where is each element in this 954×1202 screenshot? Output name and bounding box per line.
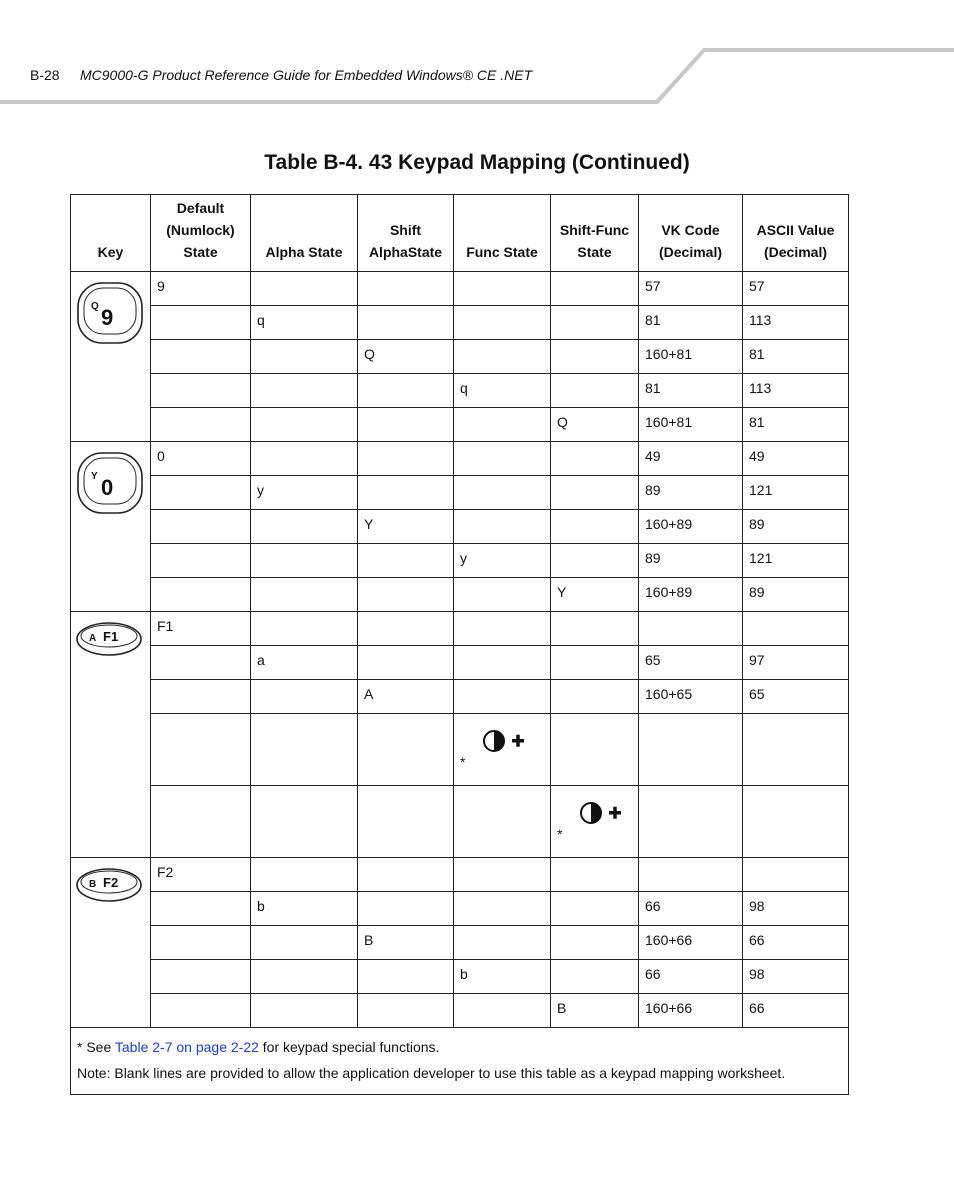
ascii-value-cell: 113: [743, 374, 849, 408]
shift-alpha-state-cell: A: [358, 680, 454, 714]
func-state-cell: [454, 786, 551, 858]
ascii-value-cell: 121: [743, 544, 849, 578]
alpha-state-cell: [251, 510, 358, 544]
shift-alpha-state-cell: [358, 408, 454, 442]
table-row: [71, 544, 849, 578]
default-state-cell: [151, 926, 251, 960]
shift-func-state-cell: [551, 960, 639, 994]
default-state-cell: [151, 544, 251, 578]
alpha-state-cell: [251, 926, 358, 960]
svg-text:Y: Y: [91, 471, 98, 482]
func-state-cell: b: [454, 960, 551, 994]
svg-text:A: A: [89, 633, 97, 644]
shift-func-state-cell: [551, 680, 639, 714]
shift-func-state-cell: [551, 646, 639, 680]
shift-func-state-cell: [551, 374, 639, 408]
footnote-suffix: for keypad special functions.: [258, 1039, 440, 1055]
shift-alpha-state-cell: [358, 442, 454, 476]
table-row: [71, 510, 849, 544]
ascii-value-cell: 66: [743, 994, 849, 1028]
default-state-cell: [151, 374, 251, 408]
table-row: [71, 476, 849, 510]
func-state-cell: [454, 510, 551, 544]
shift-alpha-state-cell: B: [358, 926, 454, 960]
ascii-value-cell: [743, 612, 849, 646]
func-state-cell: [454, 714, 551, 786]
key-9-q-icon: [75, 280, 150, 349]
keypad-mapping-table: [70, 194, 849, 1095]
ascii-value-cell: 65: [743, 680, 849, 714]
ascii-value-cell: 121: [743, 476, 849, 510]
vk-code-cell: 66: [639, 960, 743, 994]
default-state-cell: [151, 960, 251, 994]
func-state-cell: [454, 306, 551, 340]
func-state-cell: [454, 578, 551, 612]
shift-func-state-cell: [551, 272, 639, 306]
func-state-cell: [454, 926, 551, 960]
key-cell: [71, 858, 151, 1028]
ascii-value-cell: 113: [743, 306, 849, 340]
table-row: [71, 272, 849, 306]
default-state-cell: [151, 578, 251, 612]
func-state-cell: [454, 272, 551, 306]
shift-func-state-cell: [551, 544, 639, 578]
func-state-cell: [454, 646, 551, 680]
vk-code-cell: [639, 858, 743, 892]
func-state-cell: q: [454, 374, 551, 408]
key-cell: [71, 442, 151, 612]
default-state-cell: 9: [151, 272, 251, 306]
shift-alpha-state-cell: [358, 612, 454, 646]
default-state-cell: [151, 892, 251, 926]
func-state-cell: y: [454, 544, 551, 578]
column-header: Shift AlphaState: [358, 195, 454, 272]
backlight-increase-icon: [557, 792, 632, 826]
column-header: Key: [71, 195, 151, 272]
alpha-state-cell: y: [251, 476, 358, 510]
default-state-cell: [151, 680, 251, 714]
ascii-value-cell: 66: [743, 926, 849, 960]
shift-alpha-state-cell: [358, 786, 454, 858]
func-state-cell: [454, 858, 551, 892]
alpha-state-cell: [251, 612, 358, 646]
key-cell: [71, 612, 151, 858]
vk-code-cell: 65: [639, 646, 743, 680]
svg-text:B: B: [89, 879, 97, 890]
shift-func-state-cell: [551, 786, 639, 858]
vk-code-cell: 160+66: [639, 926, 743, 960]
vk-code-cell: 160+65: [639, 680, 743, 714]
shift-func-state-cell: [551, 926, 639, 960]
table-row: [71, 442, 849, 476]
svg-text:0: 0: [101, 475, 114, 500]
alpha-state-cell: [251, 544, 358, 578]
ascii-value-cell: 98: [743, 892, 849, 926]
alpha-state-cell: a: [251, 646, 358, 680]
ascii-value-cell: 97: [743, 646, 849, 680]
vk-code-cell: 160+81: [639, 340, 743, 374]
func-state-cell: [454, 680, 551, 714]
shift-func-state-cell: Y: [551, 578, 639, 612]
table-row: [71, 858, 849, 892]
shift-func-state-cell: Q: [551, 408, 639, 442]
column-header: VK Code (Decimal): [639, 195, 743, 272]
alpha-state-cell: [251, 442, 358, 476]
func-state-cell: [454, 892, 551, 926]
footnote-cell: [71, 1028, 849, 1095]
shift-alpha-state-cell: [358, 960, 454, 994]
ascii-value-cell: 49: [743, 442, 849, 476]
alpha-state-cell: [251, 374, 358, 408]
default-state-cell: [151, 646, 251, 680]
ascii-value-cell: 89: [743, 578, 849, 612]
vk-code-cell: 57: [639, 272, 743, 306]
alpha-state-cell: b: [251, 892, 358, 926]
alpha-state-cell: [251, 340, 358, 374]
svg-text:9: 9: [101, 305, 114, 330]
vk-code-cell: 160+89: [639, 578, 743, 612]
alpha-state-cell: [251, 858, 358, 892]
vk-code-cell: [639, 714, 743, 786]
default-state-cell: [151, 714, 251, 786]
vk-code-cell: 81: [639, 306, 743, 340]
shift-func-state-cell: [551, 892, 639, 926]
default-state-cell: [151, 994, 251, 1028]
table-title: Table B-4. 43 Keypad Mapping (Continued): [264, 151, 690, 174]
alpha-state-cell: q: [251, 306, 358, 340]
table-row: [71, 786, 849, 858]
table-row: [71, 680, 849, 714]
shift-func-state-cell: [551, 306, 639, 340]
column-header: Default (Numlock) State: [151, 195, 251, 272]
footnote-see: [77, 1034, 842, 1060]
func-state-cell: [454, 340, 551, 374]
shift-func-state-cell: [551, 612, 639, 646]
shift-func-state-cell: [551, 714, 639, 786]
footnote-marker: *: [460, 754, 466, 770]
func-state-cell: [454, 994, 551, 1028]
table-row: [71, 374, 849, 408]
alpha-state-cell: [251, 960, 358, 994]
alpha-state-cell: [251, 994, 358, 1028]
table-row: [71, 892, 849, 926]
footnote-note: Note: Blank lines are provided to allow the application developer to use this table as a keypad mapping worksheet.: [77, 1065, 786, 1081]
ascii-value-cell: 89: [743, 510, 849, 544]
vk-code-cell: [639, 786, 743, 858]
ascii-value-cell: 98: [743, 960, 849, 994]
shift-func-state-cell: [551, 476, 639, 510]
shift-alpha-state-cell: [358, 306, 454, 340]
shift-alpha-state-cell: [358, 646, 454, 680]
table-row: [71, 578, 849, 612]
vk-code-cell: 49: [639, 442, 743, 476]
table-row: [71, 646, 849, 680]
table-row: [71, 714, 849, 786]
shift-alpha-state-cell: [358, 714, 454, 786]
default-state-cell: [151, 306, 251, 340]
shift-func-state-cell: [551, 858, 639, 892]
default-state-cell: F2: [151, 858, 251, 892]
vk-code-cell: 89: [639, 544, 743, 578]
alpha-state-cell: [251, 714, 358, 786]
func-state-cell: [454, 476, 551, 510]
vk-code-cell: 66: [639, 892, 743, 926]
key-cell: [71, 272, 151, 442]
header-decoration: [0, 0, 954, 110]
shift-alpha-state-cell: Y: [358, 510, 454, 544]
default-state-cell: [151, 340, 251, 374]
vk-code-cell: [639, 612, 743, 646]
table-row: [71, 306, 849, 340]
default-state-cell: [151, 786, 251, 858]
svg-text:Q: Q: [91, 301, 99, 312]
svg-text:F2: F2: [103, 875, 119, 890]
ascii-value-cell: 81: [743, 408, 849, 442]
vk-code-cell: 160+89: [639, 510, 743, 544]
default-state-cell: [151, 408, 251, 442]
footnote-marker: *: [557, 826, 563, 842]
alpha-state-cell: [251, 680, 358, 714]
backlight-increase-icon: [460, 720, 544, 754]
shift-alpha-state-cell: [358, 858, 454, 892]
vk-code-cell: 160+81: [639, 408, 743, 442]
alpha-state-cell: [251, 786, 358, 858]
column-header: Func State: [454, 195, 551, 272]
ascii-value-cell: 57: [743, 272, 849, 306]
shift-alpha-state-cell: [358, 476, 454, 510]
default-state-cell: 0: [151, 442, 251, 476]
key-0-y-icon: [75, 450, 150, 519]
vk-code-cell: 89: [639, 476, 743, 510]
vk-code-cell: 160+66: [639, 994, 743, 1028]
default-state-cell: [151, 510, 251, 544]
shift-alpha-state-cell: Q: [358, 340, 454, 374]
shift-alpha-state-cell: [358, 994, 454, 1028]
shift-alpha-state-cell: [358, 272, 454, 306]
footnote-row: [71, 1028, 849, 1095]
ascii-value-cell: 81: [743, 340, 849, 374]
func-state-cell: [454, 612, 551, 646]
alpha-state-cell: [251, 272, 358, 306]
column-header: ASCII Value (Decimal): [743, 195, 849, 272]
func-state-cell: [454, 408, 551, 442]
ascii-value-cell: [743, 786, 849, 858]
shift-alpha-state-cell: [358, 544, 454, 578]
key-f1-a-icon: [75, 620, 150, 661]
key-f2-b-icon: [75, 866, 150, 907]
table-row: [71, 408, 849, 442]
alpha-state-cell: [251, 408, 358, 442]
table-2-7-link[interactable]: Table 2-7 on page 2-22: [114, 1039, 259, 1055]
default-state-cell: F1: [151, 612, 251, 646]
svg-text:F1: F1: [103, 629, 119, 644]
vk-code-cell: 81: [639, 374, 743, 408]
shift-func-state-cell: [551, 510, 639, 544]
func-state-cell: [454, 442, 551, 476]
ascii-value-cell: [743, 858, 849, 892]
shift-alpha-state-cell: [358, 374, 454, 408]
column-header: Shift-Func State: [551, 195, 639, 272]
document-title: MC9000-G Product Reference Guide for Embedded Windows® CE .NET: [80, 67, 533, 83]
alpha-state-cell: [251, 578, 358, 612]
ascii-value-cell: [743, 714, 849, 786]
shift-alpha-state-cell: [358, 578, 454, 612]
shift-func-state-cell: [551, 442, 639, 476]
table-row: [71, 612, 849, 646]
shift-func-state-cell: B: [551, 994, 639, 1028]
default-state-cell: [151, 476, 251, 510]
table-row: [71, 926, 849, 960]
shift-alpha-state-cell: [358, 892, 454, 926]
table-header-row: [71, 195, 849, 272]
footnote-prefix: * See: [77, 1039, 115, 1055]
page-number: B-28: [30, 67, 60, 83]
shift-func-state-cell: [551, 340, 639, 374]
table-row: [71, 994, 849, 1028]
table-row: [71, 960, 849, 994]
column-header: Alpha State: [251, 195, 358, 272]
table-row: [71, 340, 849, 374]
